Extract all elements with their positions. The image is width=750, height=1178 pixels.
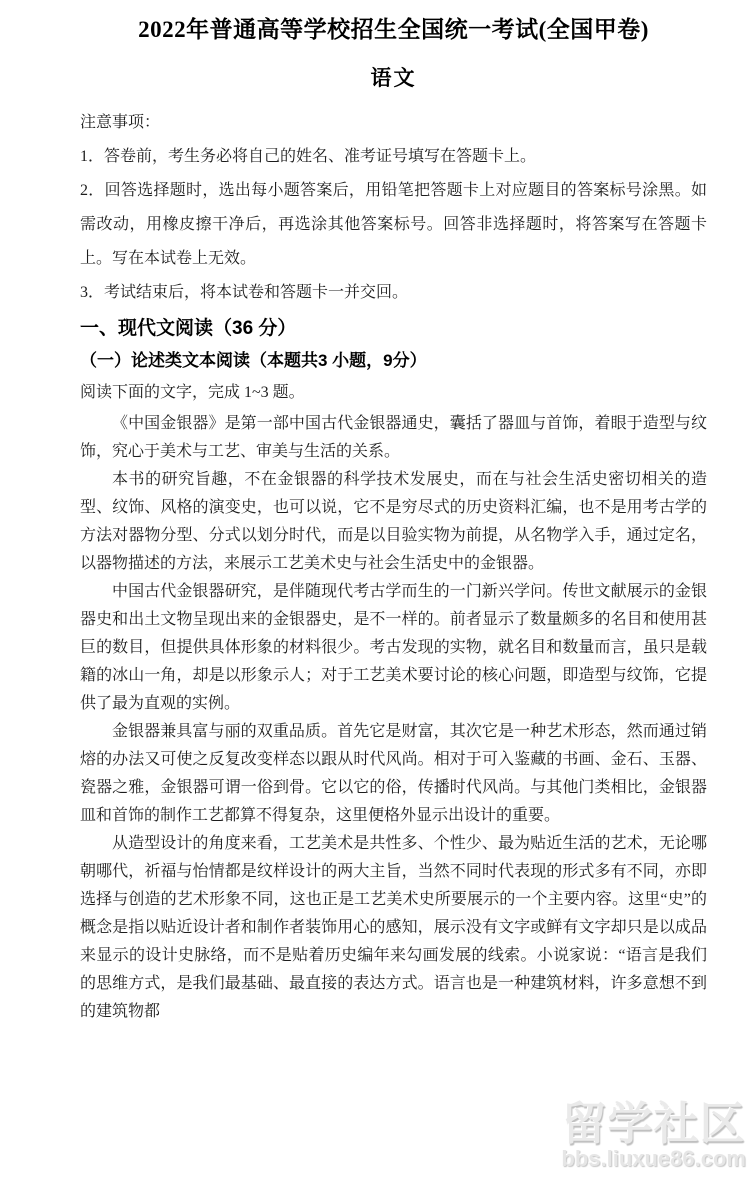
reading-passage [80,410,707,1026]
notice-heading: 注意事项： [80,114,161,131]
watermark [561,1098,746,1171]
watermark-site-url: bbs.liuxue86.com [561,1146,746,1171]
subsection-heading-argumentative-text: （一）论述类文本阅读（本题共3 小题，9分） [80,351,427,370]
passage-paragraph-4: 金银器兼具富与丽的双重品质。首先它是财富，其次它是一种艺术形态，然而通过销熔的办法又可使之反复改变样态以跟从时代风尚。相对于可入鉴藏的书画、金石、玉器、瓷器之雅，金银器可谓一俗到骨。它以它的俗，传播时代风尚。与其他门类相比，金银器皿和首饰的制作工艺都算不得复杂，这里便格外显示出设计的重要。 [80,723,707,824]
passage-paragraph-5: 从造型设计的角度来看，工艺美术是共性多、个性少、最为贴近生活的艺术，无论哪朝哪代，祈福与怡情都是纹样设计的两大主旨，当然不同时代表现的形式多有不同，亦即选择与创造的艺术形象不同，这也正是工艺美术史所要展示的一个主要内容。这里“史”的概念是指以贴近设计者和制作者装饰用心的感知，展示没有文字或鲜有文字却只是以成品来显示的设计史脉络，而不是贴着历史编年来勾画发展的线索。小说家说：“语言是我们的思维方式，是我们最基础、最直接的表达方式。语言也是一种建筑材料，许多意想不到的建筑物都 [80,835,707,1020]
passage-paragraph-2: 本书的研究旨趣，不在金银器的科学技术发展史，而在与社会生活史密切相关的造型、纹饰、风格的演变史，也可以说，它不是穷尽式的历史资料汇编，也不是用考古学的方法对器物分型、分式以划分时代，而是以目验实物为前提，从名物学入手，通过定名，以器物描述的方法，来展示工艺美术史与社会生活史中的金银器。 [80,471,707,572]
reading-instruction: 阅读下面的文字，完成 1~3 题。 [80,384,305,401]
notice-item-1: 1．答卷前，考生务必将自己的姓名、准考证号填写在答题卡上。 [80,148,537,165]
notice-item-3: 3．考试结束后，将本试卷和答题卡一并交回。 [80,284,409,301]
passage-paragraph-1: 《中国金银器》是第一部中国古代金银器通史，囊括了器皿与首饰，着眼于造型与纹饰，究心于美术与工艺、审美与生活的关系。 [80,415,707,460]
page-subtitle: 语文 [370,66,417,90]
passage-paragraph-3: 中国古代金银器研究，是伴随现代考古学而生的一门新兴学问。传世文献展示的金银器史和出土文物呈现出来的金银器史，是不一样的。前者显示了数量颇多的名目和使用甚巨的数目，但提供具体形象的材料很少。考古发现的实物，就名目和数量而言，虽只是载籍的冰山一角，却是以形象示人；对于工艺美术要讨论的核心问题，即造型与纹饰，它提供了最为直观的实例。 [80,583,707,712]
notice-item-2: 2．回答选择题时，选出每小题答案后，用铅笔把答题卡上对应题目的答案标号涂黑。如需改动，用橡皮擦干净后，再选涂其他答案标号。回答非选择题时，将答案写在答题卡上。写在本试卷上无效。 [80,182,707,267]
page-title: 2022年普通高等学校招生全国统一考试(全国甲卷) [138,17,649,42]
notice-section [80,106,707,310]
watermark-site-name: 留学社区 [561,1098,746,1149]
section-heading-modern-reading: 一、现代文阅读（36 分） [80,318,297,339]
